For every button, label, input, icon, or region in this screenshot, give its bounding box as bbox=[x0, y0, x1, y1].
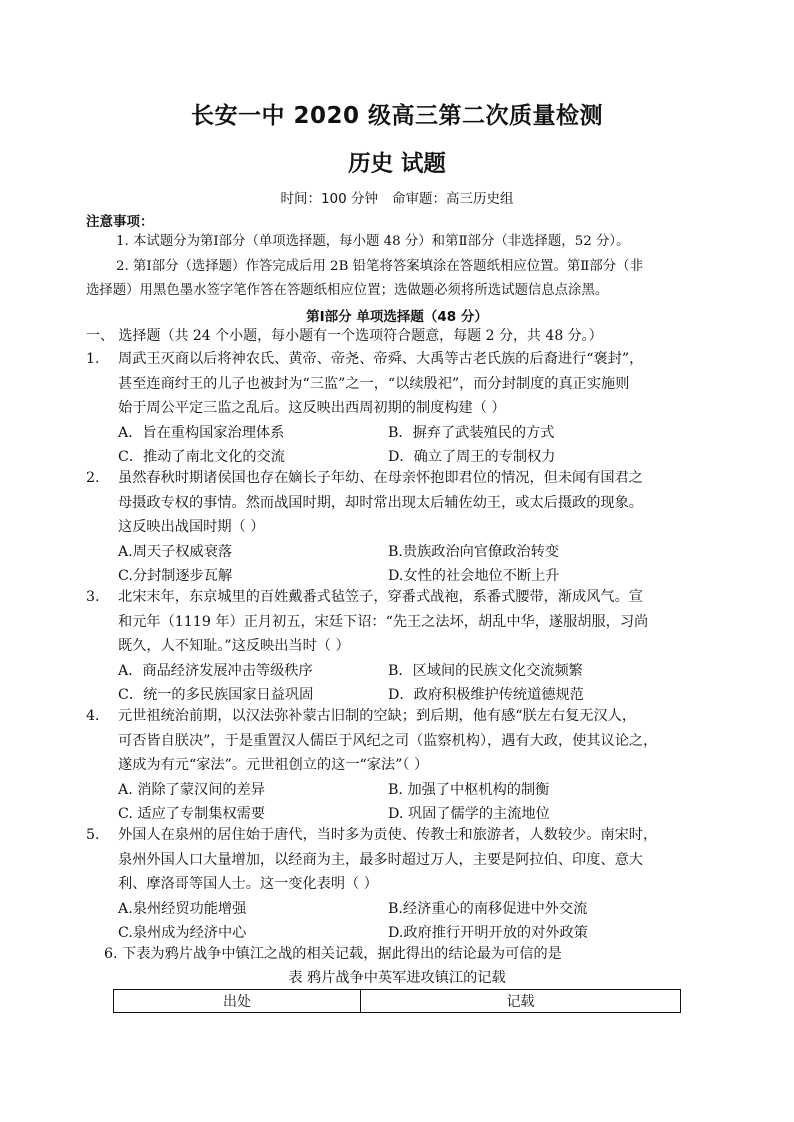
record-table bbox=[113, 989, 681, 1013]
column-header-source: 出处 bbox=[114, 990, 361, 1013]
note-2-line-1: 2. 第Ⅰ部分（选择题）作答完成后用 2B 铅笔将答案填涂在答题纸相应位置。第Ⅱ部分（非 bbox=[116, 259, 643, 274]
exam-time: 时间：100 分钟 bbox=[280, 191, 379, 207]
question-stem bbox=[118, 704, 711, 778]
option-c: C．统一的多民族国家日益巩固 bbox=[118, 687, 314, 703]
exam-title: 长安一中 2020 级高三第二次质量检测 bbox=[190, 103, 604, 129]
option-d: D.女性的社会地位不断上升 bbox=[388, 568, 560, 584]
question-options bbox=[118, 897, 711, 946]
question-4 bbox=[86, 704, 711, 827]
option-b: B．区域间的民族文化交流频繁 bbox=[388, 662, 583, 679]
question-stem bbox=[118, 823, 711, 897]
note-2 bbox=[86, 255, 706, 303]
stem-line: 周武王灭商以后将神农氏、黄帝、帝尧、帝舜、大禹等古老氏族的后裔进行“褒封”， bbox=[118, 351, 644, 367]
note-2-line-2: 选择题）用黑色墨水签字笔作答在答题纸相应位置；选做题必须将所选试题信息点涂黑。 bbox=[86, 283, 609, 298]
stem-line: 和元年（1119 年）正月初五，宋廷下诏：“先王之法坏，胡乱中华，遂服胡服，习尚 bbox=[118, 613, 649, 630]
question-3 bbox=[86, 585, 711, 708]
option-d: D．确立了周王的专制权力 bbox=[388, 449, 556, 465]
option-a: A．旨在重构国家治理体系 bbox=[118, 424, 285, 441]
question-2 bbox=[86, 466, 711, 589]
stem-line: 可否皆自朕决”，于是重置汉人儒臣于风纪之司（监察机构），遇有大政，使其议论之， bbox=[118, 732, 658, 749]
stem-line: 母摄政专权的事情。然而战国时期，却时常出现太后辅佐幼王，或太后摄政的现象。 bbox=[118, 494, 643, 511]
stem-line: 外国人在泉州的居住始于唐代，当时多为贡使、传教士和旅游者，人数较少。南宋时， bbox=[118, 827, 658, 843]
question-number: 1. bbox=[86, 351, 100, 367]
option-c: C. 适应了专制集权需要 bbox=[118, 806, 266, 822]
exam-meta bbox=[0, 187, 794, 207]
stem-line: 遂成为有元“家法”。元世祖创立的这一“家法”（ ） bbox=[118, 757, 429, 773]
option-a: A. 消除了蒙汉间的差异 bbox=[118, 781, 265, 798]
option-a: A.周天子权威衰落 bbox=[118, 543, 233, 560]
option-b: B．摒弃了武装殖民的方式 bbox=[388, 424, 555, 441]
question-options bbox=[118, 659, 711, 708]
question-stem bbox=[118, 585, 711, 659]
notes-heading: 注意事项： bbox=[86, 214, 154, 230]
note-1-text: 1. 本试题分为第Ⅰ部分（单项选择题，每小题 48 分）和第Ⅱ部分（非选择题，52 分）。 bbox=[116, 234, 630, 249]
question-number: 5. bbox=[86, 827, 100, 843]
option-d: D．政府积极维护传统道德规范 bbox=[388, 687, 584, 703]
stem-line: 甚至连商纣王的儿子也被封为“三监”之一，“以续殷祀”，而分封制度的真正实施则 bbox=[118, 375, 630, 392]
stem-line: 北宋末年，东京城里的百姓戴番式毡笠子，穿番式战袍，系番式腰带，渐成风气。宣 bbox=[118, 589, 643, 605]
option-d: D.政府推行开明开放的对外政策 bbox=[388, 925, 588, 941]
table-header-row bbox=[114, 990, 681, 1013]
stem-line: 泉州外国人口大量增加，以经商为主，最多时超过万人，主要是阿拉伯、印度、意大 bbox=[118, 851, 643, 868]
section-heading: 一、 选择题（共 24 个小题，每小题有一个选项符合题意，每题 2 分，共 48 分。） bbox=[86, 328, 603, 344]
stem-line: 这反映出战国时期（ ） bbox=[118, 519, 265, 535]
question-options bbox=[118, 421, 711, 470]
stem-line: 既久，人不知耻。”这反映出当时（ ） bbox=[118, 638, 350, 654]
question-6: 6. 下表为鸦片战争中镇江之战的相关记载，据此得出的结论最为可信的是 bbox=[104, 946, 562, 962]
stem-line: 始于周公平定三监之乱后。这反映出西周初期的制度构建（ ） bbox=[118, 400, 506, 416]
part1-heading: 第Ⅰ部分 单项选择题（48 分） bbox=[306, 309, 488, 325]
exam-setter: 命审题：高三历史组 bbox=[392, 191, 514, 207]
column-header-record: 记载 bbox=[361, 990, 681, 1013]
option-b: B.经济重心的南移促进中外交流 bbox=[388, 900, 588, 917]
question-5 bbox=[86, 823, 711, 946]
question-stem bbox=[118, 347, 711, 421]
question-stem bbox=[118, 466, 711, 540]
question-1 bbox=[86, 347, 711, 470]
option-d: D. 巩固了儒学的主流地位 bbox=[388, 806, 550, 822]
question-options bbox=[118, 778, 711, 827]
question-number: 2. bbox=[86, 470, 100, 486]
option-c: C.泉州成为经济中心 bbox=[118, 925, 247, 941]
option-a: A．商品经济发展冲击等级秩序 bbox=[118, 662, 313, 679]
option-c: C．推动了南北文化的交流 bbox=[118, 449, 285, 465]
stem-line: 利、摩洛哥等国人士。这一变化表明（ ） bbox=[118, 876, 378, 892]
option-b: B.贵族政治向官僚政治转变 bbox=[388, 543, 559, 560]
table-caption: 表 鸦片战争中英军进攻镇江的记载 bbox=[288, 970, 506, 986]
stem-line: 虽然春秋时期诸侯国也存在嫡长子年幼、在母亲怀抱即君位的情况，但未闻有国君之 bbox=[118, 470, 643, 486]
note-1 bbox=[86, 230, 706, 254]
option-b: B. 加强了中枢机构的制衡 bbox=[388, 781, 550, 798]
stem-line: 元世祖统治前期，以汉法弥补蒙古旧制的空缺；到后期，他有感“朕左右复无汉人， bbox=[118, 708, 637, 724]
option-c: C.分封制逐步瓦解 bbox=[118, 568, 233, 584]
question-options bbox=[118, 540, 711, 589]
option-a: A.泉州经贸功能增强 bbox=[118, 900, 247, 917]
exam-subtitle: 历史 试题 bbox=[348, 151, 446, 177]
question-number: 3. bbox=[86, 589, 100, 605]
question-number: 4． bbox=[86, 708, 110, 724]
